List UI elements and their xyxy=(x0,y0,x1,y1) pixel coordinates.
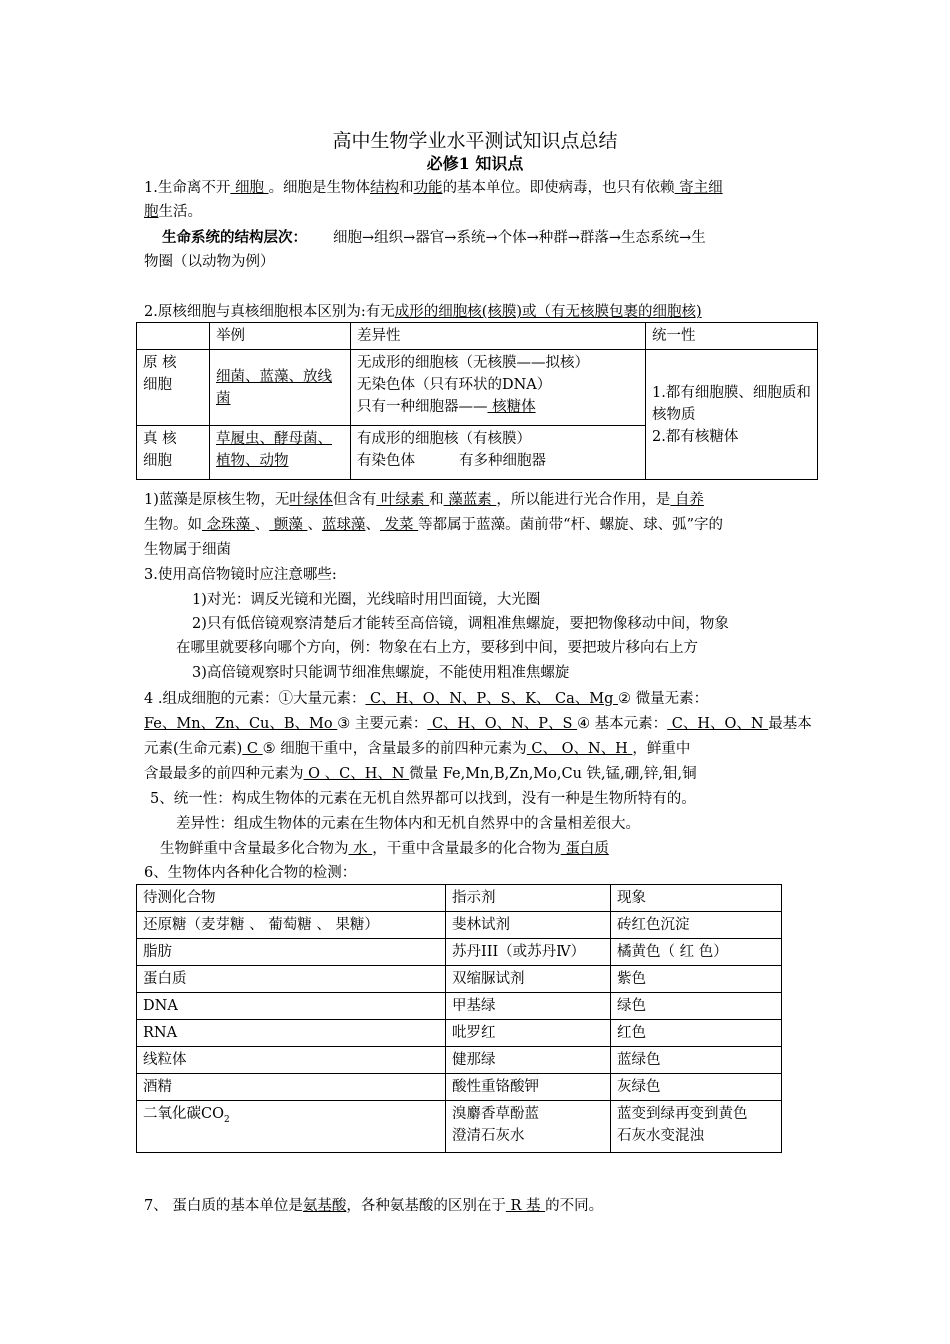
indicator-cell: 双缩脲试剂 xyxy=(446,966,611,993)
s4-line-1: 4 .组成细胞的元素：①大量元素： C、H、O、N、P、S、K、 Ca、Mg ② 微量无素： xyxy=(144,691,709,707)
prokaryote-examples: 细菌、蓝藻、放线菌 xyxy=(210,350,351,426)
cell-comparison-table xyxy=(136,322,818,480)
compound-cell: 二氧化碳$CO_2$ xyxy=(137,1101,446,1153)
compound-cell: 脂肪 xyxy=(137,939,446,966)
result-cell: 砖红色沉淀 xyxy=(611,912,782,939)
table-row xyxy=(137,1074,782,1101)
indicator-cell: 酸性重铬酸钾 xyxy=(446,1074,611,1101)
table2-header-result: 现象 xyxy=(611,885,782,912)
s5-line-3: 生物鲜重中含量最多化合物为 水 ，干重中含量最多的化合物为 蛋白质 xyxy=(160,841,609,857)
compound-cell: DNA xyxy=(137,993,446,1020)
s4-line-3: 元素(生命元素) C ⑤ 细胞干重中，含量最多的前四种元素为 C、 O、N、H ，鲜重中 xyxy=(144,741,691,757)
s3-line-6: 2)只有低倍镜观察清楚后才能转至高倍镜，调粗准焦螺旋，要把物像移动中间，物象 xyxy=(192,616,729,632)
document-subtitle: 必修1 知识点 xyxy=(426,154,524,173)
s3-line-5: 1)对光：调反光镜和光圈，光线暗时用凹面镜，大光圈 xyxy=(192,592,541,608)
table-row xyxy=(137,1020,782,1047)
compound-cell: RNA xyxy=(137,1020,446,1047)
indicator-cell: 溴麝香草酚蓝 澄清石灰水 xyxy=(446,1101,611,1153)
s1-line-4: 物圈（以动物为例） xyxy=(144,254,275,270)
result-cell: 红色 xyxy=(611,1020,782,1047)
indicator-cell: 健那绿 xyxy=(446,1047,611,1074)
table-row xyxy=(137,912,782,939)
table2-header-indicator: 指示剂 xyxy=(446,885,611,912)
prokaryote-label: 原 核 细胞 xyxy=(137,350,210,426)
eukaryote-examples: 草履虫、酵母菌、植物、动物 xyxy=(210,426,351,480)
indicator-cell: 斐林试剂 xyxy=(446,912,611,939)
s4-line-2: Fe、Mn、Zn、Cu、B、Mo ③ 主要元素： C、H、O、N、P、S ④ 基本元素： C、H、O、N 最基本 xyxy=(144,716,812,732)
eukaryote-differences: 有成形的细胞核（有核膜） 有染色体 有多种细胞器 xyxy=(351,426,646,480)
result-cell: 蓝变到绿再变到黄色 石灰水变混浊 xyxy=(611,1101,782,1153)
indicator-cell: 甲基绿 xyxy=(446,993,611,1020)
result-cell: 紫色 xyxy=(611,966,782,993)
compound-cell: 线粒体 xyxy=(137,1047,446,1074)
s5-line-1: 5、统一性：构成生物体的元素在无机自然界都可以找到，没有一种是生物所特有的。 xyxy=(150,791,696,807)
prokaryote-differences: 无成形的细胞核（无核膜——拟核） 无染色体（只有环状的DNA） 只有一种细胞器—— 核糖体 xyxy=(351,350,646,426)
result-cell: 绿色 xyxy=(611,993,782,1020)
table-row xyxy=(137,1047,782,1074)
table-row xyxy=(137,993,782,1020)
table-row xyxy=(137,939,782,966)
table2-header-compound: 待测化合物 xyxy=(137,885,446,912)
s3-line-3: 生物属于细菌 xyxy=(144,542,231,558)
compound-cell: 酒精 xyxy=(137,1074,446,1101)
table-row xyxy=(137,1101,782,1153)
s3-line-7: 在哪里就要移向哪个方向，例：物象在右上方，要移到中间，要把玻片移向右上方 xyxy=(176,640,698,656)
eukaryote-label: 真 核 细胞 xyxy=(137,426,210,480)
table1-header-difference: 差异性 xyxy=(351,323,646,350)
compound-detection-table xyxy=(136,884,782,1153)
result-cell: 灰绿色 xyxy=(611,1074,782,1101)
s1-line-1: 1.生命离不开 细胞 。细胞是生物体结构和功能的基本单位。即使病毒，也只有依赖 寄主细 xyxy=(144,180,723,196)
s3-line-8: 3)高倍镜观察时只能调节细准焦螺旋，不能使用粗准焦螺旋 xyxy=(192,665,570,681)
indicator-cell: 苏丹III（或苏丹Ⅳ） xyxy=(446,939,611,966)
compound-cell: 蛋白质 xyxy=(137,966,446,993)
unity-cell: 1.都有细胞膜、细胞质和核物质 2.都有核糖体 xyxy=(646,350,818,480)
indicator-cell: 吡罗红 xyxy=(446,1020,611,1047)
table1-header-blank xyxy=(137,323,210,350)
s6-heading: 6、生物体内各种化合物的检测： xyxy=(144,865,357,881)
compound-cell: 还原糖（麦芽糖 、 葡萄糖 、 果糖） xyxy=(137,912,446,939)
s2-line-1: 2.原核细胞与真核细胞根本区别为:有无成形的细胞核(核膜)或（有无核膜包裹的细胞核) xyxy=(144,304,702,320)
table-row xyxy=(137,966,782,993)
document-title: 高中生物学业水平测试知识点总结 xyxy=(332,130,618,152)
result-cell: 蓝绿色 xyxy=(611,1047,782,1074)
s3-line-1: 1)蓝藻是原核生物，无叶绿体但含有 叶绿素 和 藻蓝素 ，所以能进行光合作用，是 自养 xyxy=(144,492,704,508)
s3-line-4: 3.使用高倍物镜时应注意哪些: xyxy=(144,567,337,583)
s5-line-2: 差异性：组成生物体的元素在生物体内和无机自然界中的含量相差很大。 xyxy=(176,816,640,832)
s1-line-2: 胞生活。 xyxy=(144,204,202,220)
s7-line-1: 7、 蛋白质的基本单位是氨基酸，各种氨基酸的区别在于 R 基 的不同。 xyxy=(144,1198,604,1214)
s1-line-3: 生命系统的结构层次： 细胞→组织→器官→系统→个体→种群→群落→生态系统→生 xyxy=(162,229,706,246)
s3-line-2: 生物。如 念珠藻 、 颤藻 、蓝球藻、 发菜 等都属于蓝藻。菌前带“杆、螺旋、球、弧”字的 xyxy=(144,517,723,533)
result-cell: 橘黄色（ 红 色） xyxy=(611,939,782,966)
s4-line-4: 含最最多的前四种元素为 O 、C、H、N 微量 Fe,Mn,B,Zn,Mo,Cu 铁,锰,硼,锌,钼,铜 xyxy=(144,766,697,782)
table1-header-example: 举例 xyxy=(210,323,351,350)
table1-header-unity: 统一性 xyxy=(646,323,818,350)
